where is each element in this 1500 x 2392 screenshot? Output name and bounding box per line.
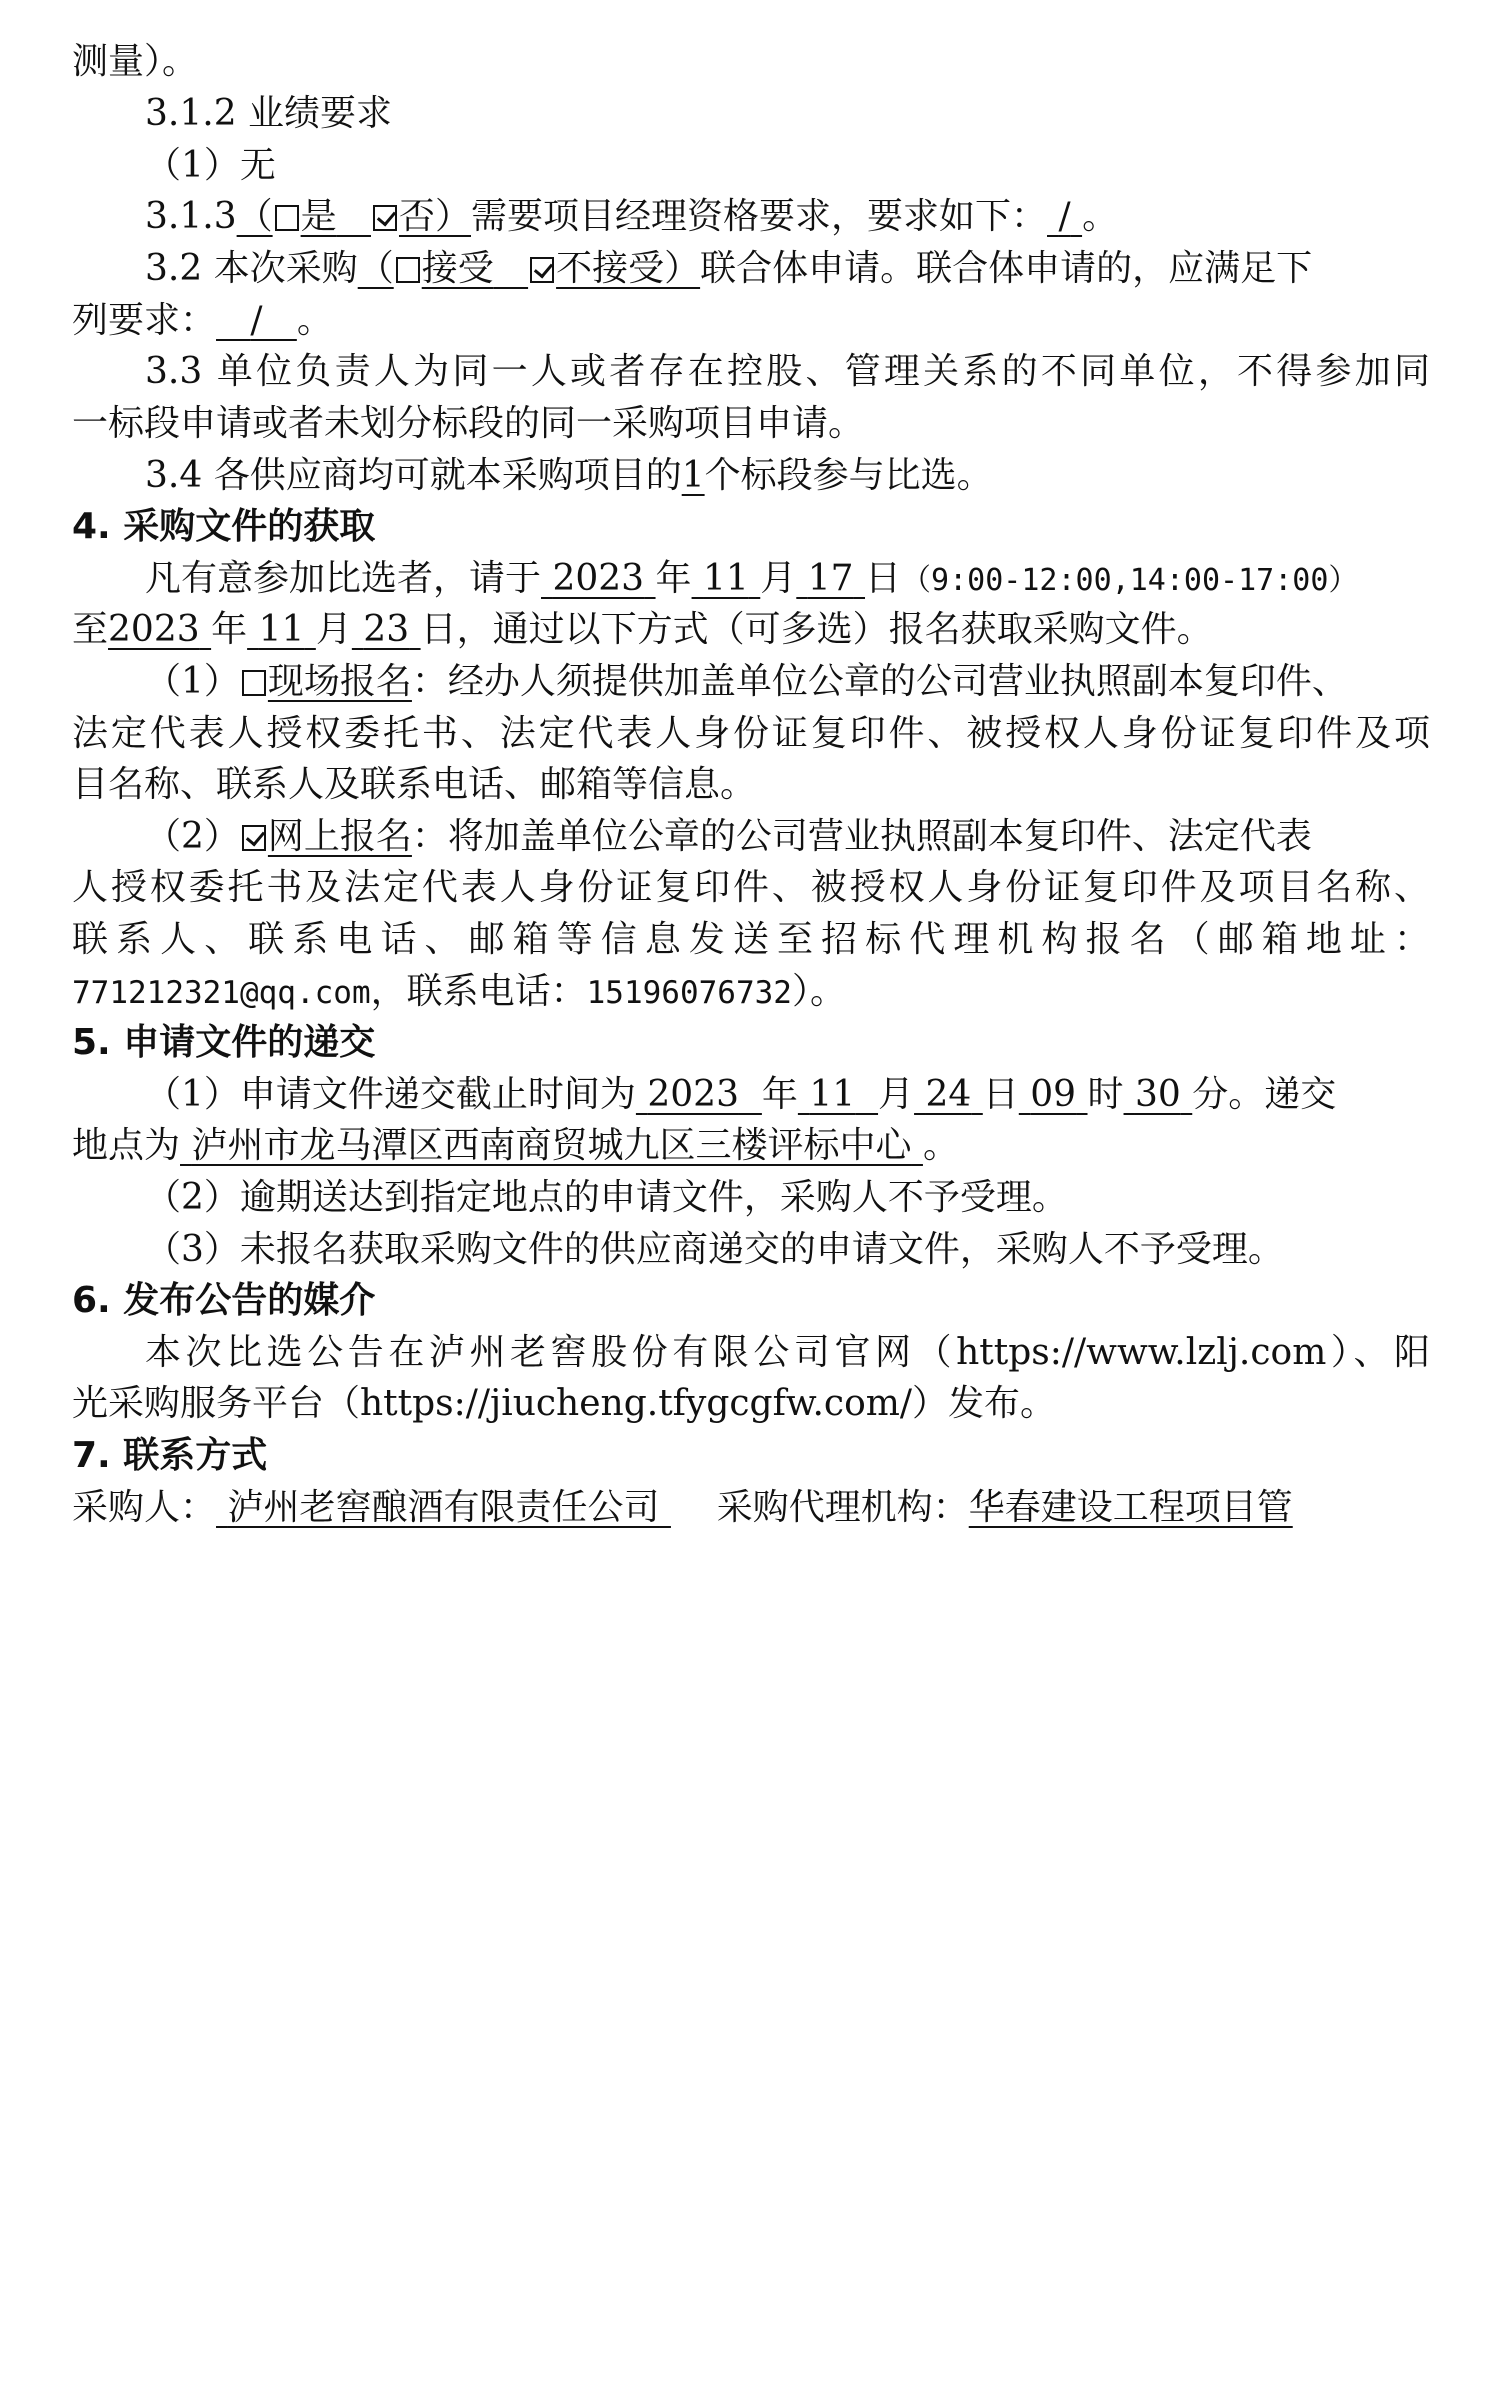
section-5-heading: 5. 申请文件的递交 — [72, 1022, 376, 1063]
section-3-3-line2: 一标段申请或者未划分标段的同一采购项目申请。 — [72, 403, 865, 444]
publication-line2: 光采购服务平台（https://jiucheng.tfygcgfw.com/）发布。 — [72, 1383, 1057, 1424]
section-3-4: 3.4 各供应商均可就本采购项目的1个标段参与比选。 — [145, 455, 993, 496]
checkbox-accept[interactable] — [396, 257, 420, 283]
deadline-line: （1）申请文件递交截止时间为 2023 年 11 月 24 日 09 时 30 分。递交 — [145, 1074, 1337, 1115]
section-3-2-cont: 列要求： / 。 — [72, 300, 333, 341]
onsite-registration: （1） 现场报名：经办人须提供加盖单位公章的公司营业执照副本复印件、 — [145, 661, 1348, 702]
section-7-heading: 7. 联系方式 — [72, 1435, 268, 1476]
online-registration: （2） 网上报名：将加盖单位公章的公司营业执照副本复印件、法定代表 — [145, 816, 1312, 857]
online-registration-contact: 771212321@qq.com，联系电话：15196076732）。 — [72, 971, 846, 1012]
online-registration-line3: 联系人、联系电话、邮箱等信息发送至招标代理机构报名（邮箱地址： — [72, 919, 1430, 960]
section-6-heading: 6. 发布公告的媒介 — [72, 1280, 376, 1321]
section-3-1-3: 3.1.3（ 是 否）需要项目经理资格要求，要求如下： / 。 — [145, 196, 1119, 237]
delivery-address-line: 地点为 泸州市龙马潭区西南商贸城九区三楼评标中心 。 — [72, 1125, 959, 1166]
section-4-date-line2: 至2023 年 11 月 23 日，通过以下方式（可多选）报名获取采购文件。 — [72, 609, 1213, 650]
section-3-1-2-item: （1）无 — [145, 145, 276, 186]
contact-line: 采购人： 泸州老窖酿酒有限责任公司 采购代理机构：华春建设工程项目管 — [72, 1487, 1293, 1528]
onsite-registration-line2: 法定代表人授权委托书、法定代表人身份证复印件、被授权人身份证复印件及项 — [72, 713, 1430, 754]
text-line: 测量）。 — [72, 41, 199, 82]
checkbox-yes[interactable] — [275, 205, 299, 231]
section-4-date-line: 凡有意参加比选者，请于 2023 年 11 月 17 日（9:00-12:00,14:00-17:00） — [145, 558, 1359, 599]
online-registration-line2: 人授权委托书及法定代表人身份证复印件、被授权人身份证复印件及项目名称、 — [72, 867, 1430, 908]
section-3-1-2-title: 3.1.2 业绩要求 — [145, 93, 393, 134]
publication-line1: 本次比选公告在泸州老窖股份有限公司官网（https://www.lzlj.com）、阳 — [145, 1332, 1430, 1373]
checkbox-no[interactable] — [373, 205, 397, 231]
section-3-3-line1: 3.3 单位负责人为同一人或者存在控股、管理关系的不同单位，不得参加同 — [145, 351, 1430, 392]
unregistered-rule: （3）未报名获取采购文件的供应商递交的申请文件，采购人不予受理。 — [145, 1229, 1284, 1270]
email-address[interactable]: 771212321@qq.com — [72, 975, 371, 1011]
checkbox-reject[interactable] — [530, 257, 554, 283]
checkbox-onsite[interactable] — [242, 670, 266, 696]
section-4-heading: 4. 采购文件的获取 — [72, 506, 376, 547]
onsite-registration-line3: 目名称、联系人及联系电话、邮箱等信息。 — [72, 764, 757, 805]
late-submission-rule: （2）逾期送达到指定地点的申请文件，采购人不予受理。 — [145, 1177, 1068, 1218]
section-3-2: 3.2 本次采购（ 接受 不接受）联合体申请。联合体申请的，应满足下 — [145, 248, 1313, 289]
checkbox-online[interactable] — [242, 825, 266, 851]
